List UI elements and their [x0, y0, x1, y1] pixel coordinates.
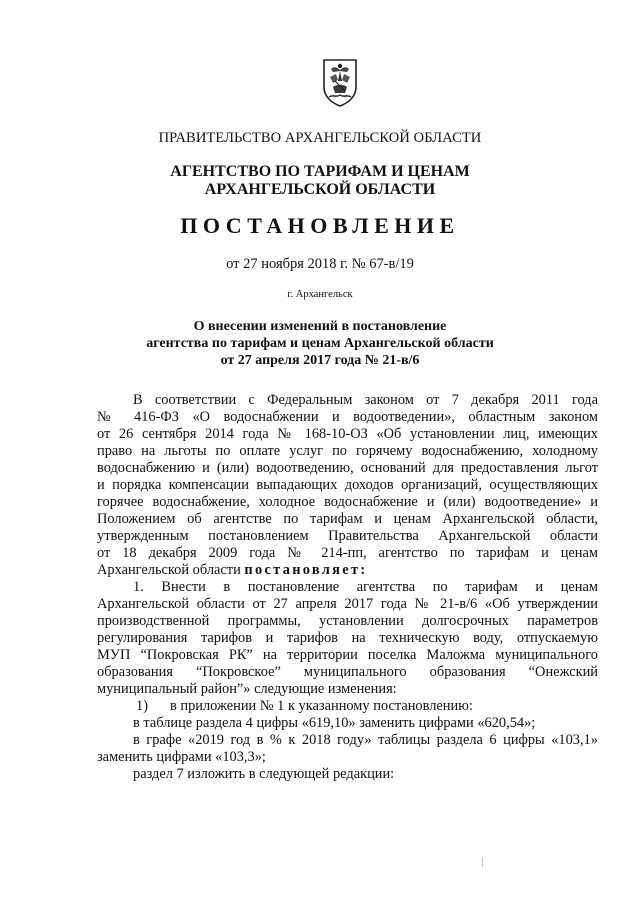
body-line: водоснабжению и (или) водоотведению, оснований для предоставления льгот — [97, 460, 598, 476]
body-line: № 416-ФЗ «О водоснабжении и водоотведении», областным законом — [97, 409, 598, 425]
body-line: и порядка компенсации выпадающих доходов организаций, осуществляющих — [97, 477, 598, 493]
body-line: производственной программы, установлении долгосрочных параметров — [97, 613, 598, 629]
body-line: в графе «2019 год в % к 2018 году» таблицы раздела 6 цифры «103,1» — [133, 732, 598, 748]
body-line: от 26 сентября 2014 года № 168-10-ОЗ «Об установлении лиц, имеющих — [97, 426, 598, 442]
body-line: в таблице раздела 4 цифры «619,10» заменить цифрами «620,54»; — [133, 715, 536, 731]
body-line: раздел 7 изложить в следующей редакции: — [133, 766, 395, 782]
body-line: образования “Покровское” муниципального образования “Онежский — [97, 664, 598, 680]
government-name: ПРАВИТЕЛЬСТВО АРХАНГЕЛЬСКОЙ ОБЛАСТИ — [158, 130, 482, 146]
subject-line-2: агентства по тарифам и ценам Архангельской области — [146, 336, 494, 351]
body-line: 1. Внести в постановление агентства по тарифам и ценам — [133, 579, 598, 595]
body-text: Архангельской области — [97, 562, 245, 578]
body-line: муниципальный район”» следующие изменения: — [97, 681, 397, 697]
body-line: Архангельской области от 27 апреля 2017 года № 21-в/6 «Об утверждении — [97, 596, 598, 612]
body-line: право на льготы по оплате услуг по горячему водоснабжению, холодному — [97, 443, 598, 459]
body-line: от 18 декабря 2009 года № 214-пп, агентство по тарифам и ценам — [97, 545, 598, 561]
subject-line-1: О внесении изменений в постановление — [193, 319, 447, 334]
subject-line-3: от 27 апреля 2017 года № 21-в/6 — [220, 353, 420, 368]
body-line: утвержденным постановлением Правительства Архангельской области — [97, 528, 598, 544]
document-city: г. Архангельск — [287, 289, 353, 300]
list-item-text: в приложении № 1 к указанному постановлению: — [170, 698, 473, 714]
list-item-number: 1) — [136, 698, 148, 714]
body-line — [97, 562, 598, 579]
body-line: Положением об агентстве по тарифам и ценам Архангельской области, — [97, 511, 598, 527]
document-date-number: от 27 ноября 2018 г. № 67-в/19 — [226, 256, 414, 272]
list-item — [136, 698, 598, 715]
agency-name-line2: АРХАНГЕЛЬСКОЙ ОБЛАСТИ — [204, 181, 436, 198]
coat-of-arms-icon — [321, 57, 359, 107]
body-line: регулирования тарифов и тарифов на техническую воду, отпускаемую — [97, 630, 598, 646]
body-line: В соответствии с Федеральным законом от 7 декабря 2011 года — [133, 392, 598, 408]
document-type-title: ПОСТАНОВЛЕНИЕ — [180, 213, 460, 238]
resolves-keyword: постановляет: — [244, 562, 368, 578]
scan-mark — [482, 857, 483, 867]
agency-name-line1: АГЕНТСТВО ПО ТАРИФАМ И ЦЕНАМ — [170, 163, 470, 180]
body-line: МУП “Покровская РК” на территории поселка Маложма муниципального — [97, 647, 598, 663]
body-line: заменить цифрами «103,3»; — [97, 749, 266, 765]
body-line: горячее водоснабжение, холодное водоснабжение и (или) водоотведение» и — [97, 494, 598, 510]
